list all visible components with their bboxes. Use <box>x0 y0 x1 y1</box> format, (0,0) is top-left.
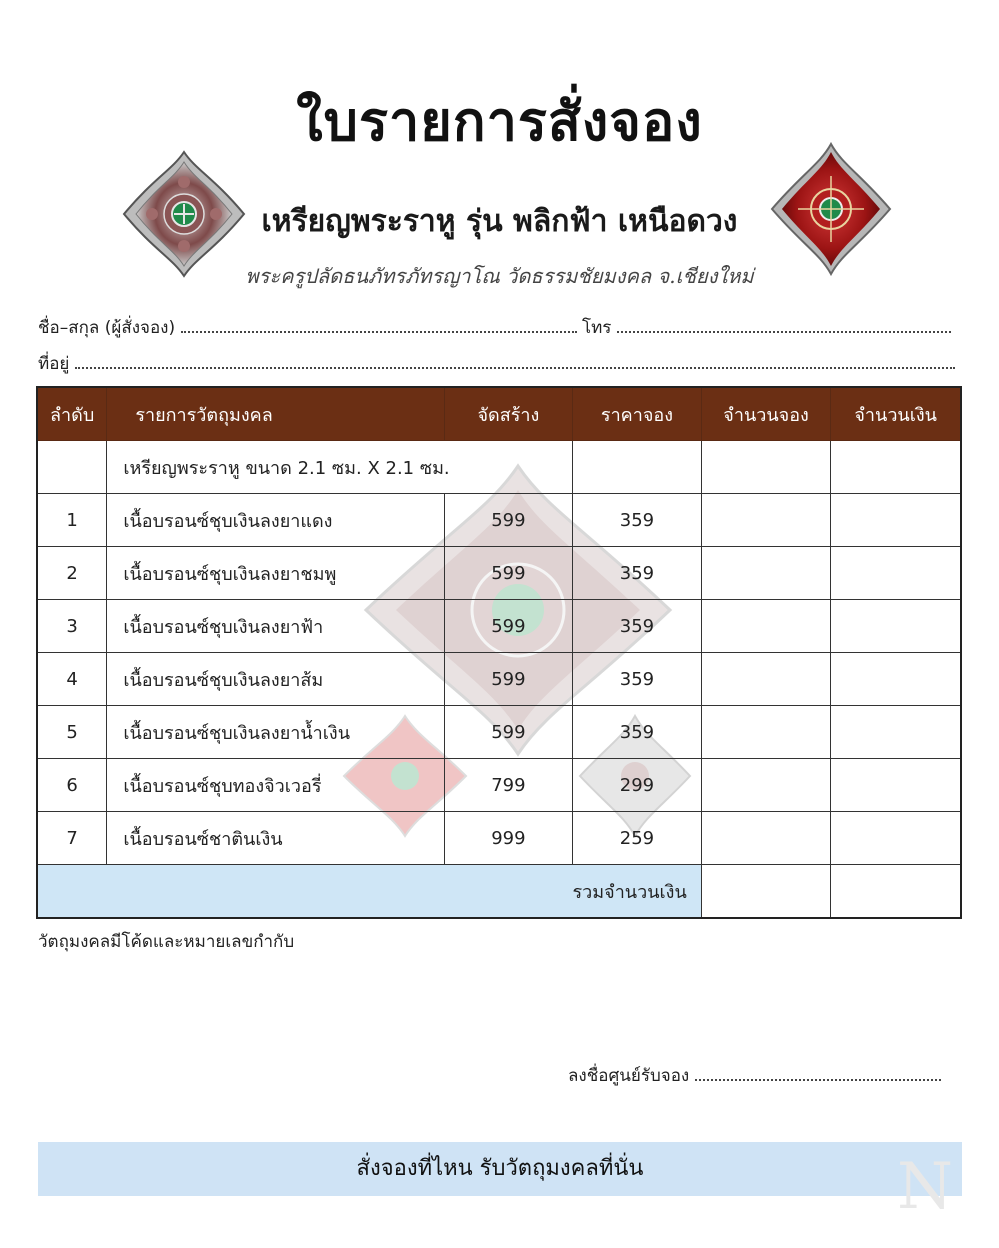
amount-cell[interactable] <box>831 547 961 600</box>
row-item: เนื้อบรอนซ์ชุบเงินลงยาส้ม <box>107 653 444 706</box>
row-made: 599 <box>444 600 572 653</box>
col-header-price: ราคาจอง <box>573 387 702 441</box>
row-item: เนื้อบรอนซ์ชุบเงินลงยาฟ้า <box>107 600 444 653</box>
amount-cell[interactable] <box>831 812 961 865</box>
qty-cell[interactable] <box>701 653 831 706</box>
name-label: ชื่อ–สกุล (ผู้สั่งจอง) <box>38 318 176 338</box>
signature-label: ลงชื่อศูนย์รับจอง <box>568 1066 690 1086</box>
amulet-name: เหรียญพระราหู รุ่น พลิกฟ้า เหนือดวง <box>261 204 738 239</box>
row-price: 299 <box>573 759 702 812</box>
qty-cell[interactable] <box>701 812 831 865</box>
row-made: 599 <box>444 653 572 706</box>
signature-field[interactable] <box>568 1062 941 1089</box>
table-row <box>37 706 961 759</box>
row-price: 359 <box>573 653 702 706</box>
group-title: เหรียญพระราหู ขนาด 2.1 ซม. X 2.1 ซม. <box>107 441 573 494</box>
row-item: เนื้อบรอนซ์ชุบเงินลงยาแดง <box>107 494 444 547</box>
qty-cell[interactable] <box>701 494 831 547</box>
total-label: รวมจำนวนเงิน <box>37 865 701 919</box>
row-price: 359 <box>573 547 702 600</box>
row-no: 1 <box>37 494 107 547</box>
row-no: 3 <box>37 600 107 653</box>
name-field[interactable] <box>38 314 951 341</box>
footer-banner: สั่งจองที่ไหน รับวัตถุมงคลที่นั่น <box>38 1142 962 1196</box>
row-made: 599 <box>444 494 572 547</box>
row-no: 7 <box>37 812 107 865</box>
qty-cell[interactable] <box>701 547 831 600</box>
amount-cell[interactable] <box>831 441 961 494</box>
monk-temple-line: พระครูปลัดธนภัทรภัทรญาโณ วัดธรรมชัยมงคล จ.เชียงใหม่ <box>245 264 754 288</box>
row-made: 599 <box>444 706 572 759</box>
table-row <box>37 600 961 653</box>
table-header-row <box>37 387 961 441</box>
col-header-qty: จำนวนจอง <box>701 387 831 441</box>
total-qty-cell[interactable] <box>701 865 831 919</box>
amount-cell[interactable] <box>831 706 961 759</box>
amount-cell[interactable] <box>831 600 961 653</box>
phone-dotted-line[interactable] <box>617 317 951 333</box>
address-dotted-line[interactable] <box>75 353 955 369</box>
phone-label: โทร <box>581 318 612 338</box>
table-row <box>37 759 961 812</box>
row-item: เนื้อบรอนซ์ชุบเงินลงยาชมพู <box>107 547 444 600</box>
row-made: 599 <box>444 547 572 600</box>
table-row <box>37 812 961 865</box>
qty-cell[interactable] <box>701 441 831 494</box>
row-no: 5 <box>37 706 107 759</box>
qty-cell[interactable] <box>701 759 831 812</box>
table-row <box>37 547 961 600</box>
col-header-no: ลำดับ <box>37 387 107 441</box>
qty-cell[interactable] <box>701 600 831 653</box>
row-no: 2 <box>37 547 107 600</box>
row-item: เนื้อบรอนซ์ชุบทองจิวเวอรี่ <box>107 759 444 812</box>
order-table <box>36 386 962 919</box>
row-item: เนื้อบรอนซ์ชุบเงินลงยาน้ำเงิน <box>107 706 444 759</box>
table-row <box>37 494 961 547</box>
watermark-logo-icon: N <box>897 1150 953 1224</box>
code-note: วัตถุมงคลมีโค้ดและหมายเลขกำกับ <box>38 932 295 952</box>
table-row <box>37 653 961 706</box>
address-field[interactable] <box>38 350 955 377</box>
col-header-made: จัดสร้าง <box>444 387 572 441</box>
row-made: 799 <box>444 759 572 812</box>
col-header-amount: จำนวนเงิน <box>831 387 961 441</box>
row-price: 359 <box>573 600 702 653</box>
name-dotted-line[interactable] <box>181 317 577 333</box>
col-header-item: รายการวัตถุมงคล <box>107 387 444 441</box>
row-price: 359 <box>573 494 702 547</box>
qty-cell[interactable] <box>701 706 831 759</box>
row-item: เนื้อบรอนซ์ชาตินเงิน <box>107 812 444 865</box>
signature-dotted-line[interactable] <box>695 1065 941 1081</box>
address-label: ที่อยู่ <box>38 354 70 374</box>
row-price: 359 <box>573 706 702 759</box>
group-title-row <box>37 441 961 494</box>
row-no: 6 <box>37 759 107 812</box>
page-title: ใบรายการสั่งจอง <box>296 90 703 153</box>
total-amount-cell[interactable] <box>831 865 961 919</box>
amount-cell[interactable] <box>831 653 961 706</box>
amount-cell[interactable] <box>831 759 961 812</box>
row-no: 4 <box>37 653 107 706</box>
row-price: 259 <box>573 812 702 865</box>
row-made: 999 <box>444 812 572 865</box>
total-row <box>37 865 961 919</box>
amount-cell[interactable] <box>831 494 961 547</box>
